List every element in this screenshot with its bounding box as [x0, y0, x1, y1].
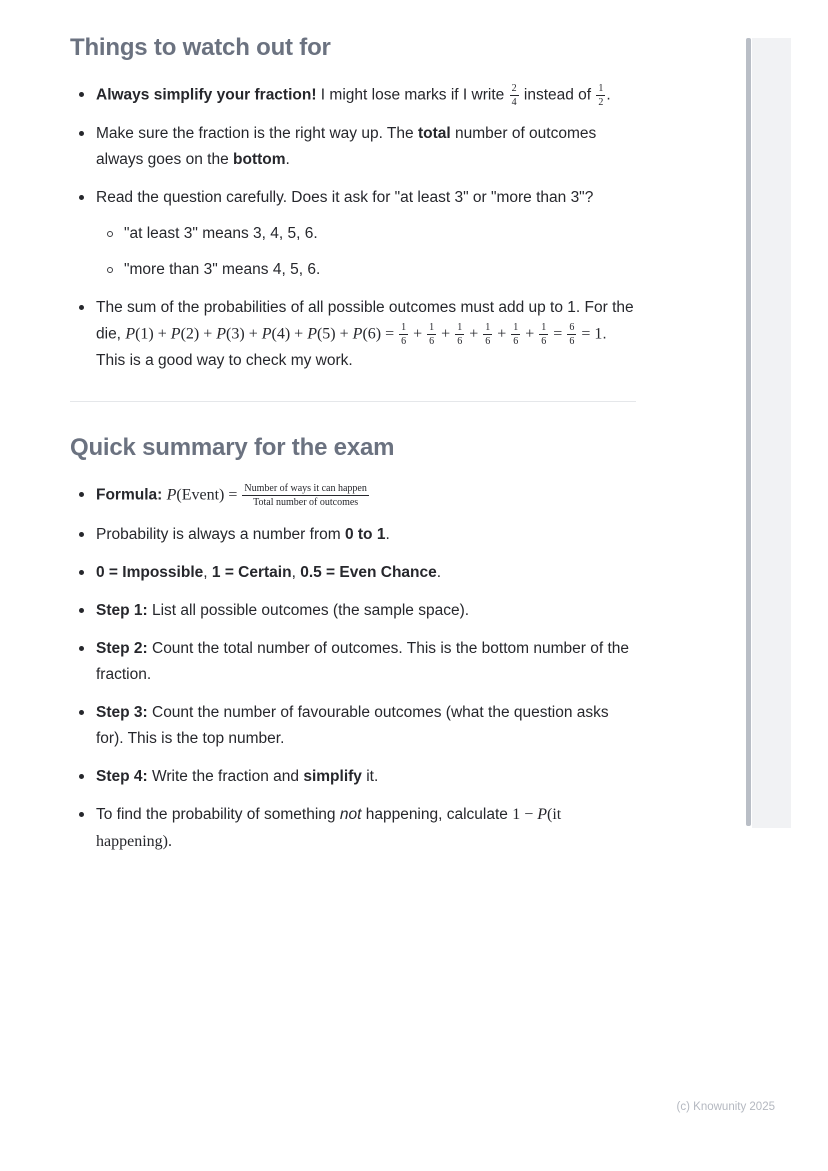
text-segment: bottom — [233, 151, 286, 169]
list-item — [78, 764, 636, 790]
text-segment: P — [166, 486, 177, 504]
text-segment: 0 to 1 — [344, 525, 386, 543]
text-segment: 1 = Certain — [211, 563, 292, 581]
text-segment: simplify — [303, 767, 362, 785]
text-segment: I might lose marks if I write — [316, 86, 509, 104]
text-segment: P — [307, 325, 317, 343]
list-item — [78, 560, 636, 586]
text-segment: Step 2: — [96, 639, 148, 657]
bullet-list — [70, 482, 636, 855]
text-segment: List all possible outcomes (the sample space). — [147, 601, 470, 619]
text-segment: (5) + — [316, 325, 353, 343]
text-segment: . — [436, 563, 442, 581]
fraction — [427, 321, 436, 348]
text-segment: (3) + — [226, 325, 262, 343]
text-segment: (1) + — [135, 325, 171, 343]
fraction-denominator: 6 — [541, 335, 547, 347]
text-segment: P — [125, 325, 136, 343]
list-item — [78, 295, 636, 375]
text-segment: P — [170, 325, 181, 343]
text-segment: not — [339, 805, 362, 823]
text-segment: . This is a good way to check my work. — [96, 325, 607, 370]
fraction-denominator: 2 — [598, 97, 604, 108]
text-segment: 0.5 = Even Chance — [300, 563, 437, 581]
text-segment: (Event) = — [176, 486, 242, 504]
text-segment: . — [606, 86, 611, 104]
fraction-numerator: 1 — [598, 83, 604, 94]
fraction — [483, 321, 492, 348]
text-segment: instead of — [519, 86, 596, 104]
document-content — [70, 34, 636, 868]
fraction-numerator: Number of ways it can happen — [244, 483, 367, 495]
list-item — [78, 522, 636, 548]
fraction-denominator: 6 — [513, 335, 519, 347]
text-segment: + — [493, 325, 511, 343]
list-item — [78, 82, 636, 109]
fraction-numerator: 1 — [485, 321, 491, 333]
text-segment: = — [549, 325, 567, 343]
fraction — [455, 321, 464, 348]
fraction-numerator: 1 — [429, 321, 435, 333]
fraction-numerator: 1 — [401, 321, 407, 333]
text-segment: (2) + — [180, 325, 217, 343]
text-segment: it. — [361, 767, 379, 785]
list-item — [78, 121, 636, 173]
text-segment: . — [285, 151, 290, 169]
fraction-numerator: 1 — [541, 321, 547, 333]
text-segment: P — [261, 325, 272, 343]
text-segment: + — [409, 325, 427, 343]
text-segment: . — [385, 525, 390, 543]
text-segment: Step 3: — [96, 703, 148, 721]
section-divider — [70, 401, 636, 402]
text-segment: P — [352, 325, 363, 343]
text-segment: + — [465, 325, 483, 343]
text-segment: + — [437, 325, 455, 343]
fraction — [596, 82, 605, 109]
text-segment: happening, calculate — [361, 805, 513, 823]
text-segment: , — [291, 563, 301, 581]
text-segment: Count the number of favourable outcomes (what the question asks for). This is the top number. — [96, 703, 609, 747]
text-segment: 0 = Impossible — [96, 563, 204, 581]
text-segment: Write the fraction and — [147, 767, 304, 785]
text-segment: Count the total number of outcomes. This is the bottom number of the fraction. — [96, 639, 630, 683]
text-segment: Step 1: — [96, 601, 148, 619]
text-segment: (4) + — [271, 325, 308, 343]
text-segment: Probability is always a number from — [96, 525, 345, 543]
sub-list-item — [106, 222, 636, 247]
text-segment: + — [521, 325, 539, 343]
text-segment: 1 − — [512, 805, 538, 823]
fraction — [242, 482, 368, 509]
fraction-denominator: 6 — [429, 335, 435, 347]
fraction-denominator: 4 — [511, 97, 517, 108]
scrollbar-thumb[interactable] — [746, 38, 751, 826]
text-segment: (it happening). — [96, 805, 562, 850]
fraction-denominator: 6 — [569, 335, 575, 347]
fraction — [510, 82, 519, 109]
fraction-numerator: 1 — [513, 321, 519, 333]
text-segment: Always simplify your fraction! — [96, 86, 317, 104]
list-item — [78, 482, 636, 509]
fraction-numerator: 2 — [511, 83, 517, 94]
text-segment: = 1 — [577, 325, 603, 343]
sub-list-item — [106, 258, 636, 283]
text-segment: Step 4: — [96, 767, 148, 785]
list-item — [78, 598, 636, 624]
text-segment: P — [216, 325, 227, 343]
text-segment: "more than 3" means 4, 5, 6. — [124, 260, 321, 278]
section-title: Quick summary for the exam — [70, 434, 395, 462]
sub-bullet-list — [96, 222, 636, 283]
text-segment: To find the probability of something — [96, 805, 340, 823]
fraction-denominator: 6 — [401, 335, 407, 347]
text-segment: (6) = — [362, 325, 399, 343]
fraction-denominator: 6 — [457, 335, 463, 347]
fraction — [511, 321, 520, 348]
text-segment: The sum of the probabilities of all possible outcomes must add up to 1. For the die, — [96, 298, 634, 343]
text-segment: Make sure the fraction is the right way up. The — [96, 125, 418, 142]
fraction — [567, 321, 576, 348]
section-title: Things to watch out for — [70, 34, 331, 61]
text-segment: Formula: — [96, 486, 167, 504]
text-segment: P — [537, 805, 548, 823]
text-segment: total — [417, 125, 451, 142]
fraction-denominator: Total number of outcomes — [253, 497, 359, 509]
text-segment: , — [203, 563, 212, 581]
fraction — [399, 321, 408, 348]
list-item — [78, 802, 636, 856]
viewer-gutter — [752, 38, 791, 828]
text-segment: Read the question carefully. Does it ask for "at least 3" or "more than 3"? — [96, 189, 594, 207]
text-segment: number of outcomes always goes on the — [96, 125, 597, 169]
bullet-list — [70, 82, 636, 374]
fraction-numerator: 1 — [457, 321, 463, 333]
fraction-numerator: 6 — [569, 321, 575, 333]
fraction-denominator: 6 — [485, 335, 491, 347]
list-item — [78, 636, 636, 688]
list-item — [78, 700, 636, 752]
fraction — [539, 321, 548, 348]
text-segment: "at least 3" means 3, 4, 5, 6. — [124, 225, 318, 243]
footer-credit: (c) Knowunity 2025 — [676, 1101, 775, 1113]
list-item — [78, 185, 636, 283]
